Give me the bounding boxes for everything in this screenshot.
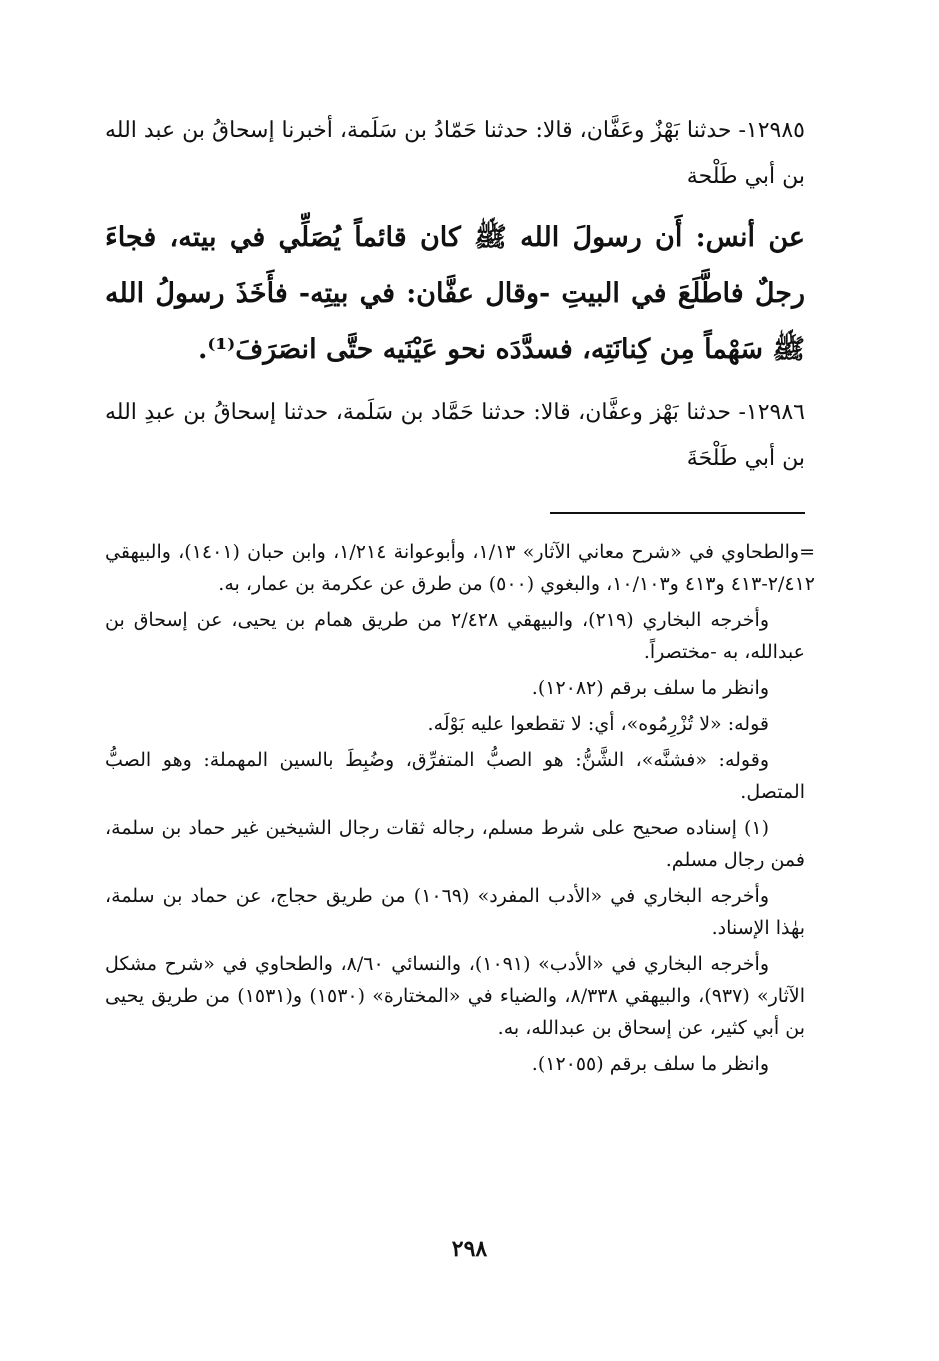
footnote-paragraph: قوله: «لا تُزْرِمُوه»، أي: لا تقطعوا عليه بَوْلَه. [427,713,769,735]
hadith-12985-isnad: ١٢٩٨٥- حدثنا بَهْزٌ وعَفَّان، قالا: حدثنا حَمّادُ بن سَلَمة، أخبرنا إسحاقُ بن عبد الله بن أبي طَلْحة [104,118,805,189]
footnote-continuation: =والطحاوي في «شرح معاني الآثار» ١/١٣، وأبوعوانة ١/٢١٤، وابن حبان (١٤٠١)، والبيهقي ٢/٤١٢-٤١٣ و٤١٣ و١٠/١٠٣، والبغوي (٥٠٠) من طرق عن عكرمة بن عمار، به. [105,541,815,595]
hadith-12985-matn: عن أنس: أَن رسولَ الله ﷺ كان قائماً يُصَلِّي في بيته، فجاءَ رجلٌ فاطَّلَعَ في البيتِ -وقال عفَّان: في بيتِه- فأَخَذَ رسولُ الله ﷺ سَهْماً مِن كِنانَتِه، فسدَّدَه نحو عَيْنَيه حتَّى انصَرَفَ⁽¹⁾. [105,222,805,365]
footnote-divider [550,512,805,514]
main-text [105,108,805,482]
footnote-paragraph: وانظر ما سلف برقم (١٢٠٥٥). [531,1053,769,1075]
hadith-12986-isnad: ١٢٩٨٦- حدثنا بَهْز وعفَّان، قالا: حدثنا حَمَّاد بن سَلَمة، حدثنا إسحاقُ بن عبدِ الله بن أبي طَلْحَةَ [105,400,805,471]
footnote-paragraph: وقوله: «فشنَّه»، الشَّنُّ: هو الصبُّ المتفرِّق، وضُبِطَ بالسين المهملة: وهو الصبُّ المتصل. [105,749,805,803]
footnote-paragraph: وأخرجه البخاري (٢١٩)، والبيهقي ٢/٤٢٨ من طريق همام بن يحيى، عن إسحاق بن عبدالله، به -مختصراً. [105,609,805,663]
footnote-paragraph: وأخرجه البخاري في «الأدب المفرد» (١٠٦٩) من طريق حجاج، عن حماد بن سلمة، بهٰذا الإسناد. [105,885,805,939]
footnote-1: (١) إسناده صحيح على شرط مسلم، رجاله ثقات رجال الشيخين غير حماد بن سلمة، فمن رجال مسلم. [105,817,805,871]
footnote-paragraph: وانظر ما سلف برقم (١٢٠٨٢). [531,677,769,699]
page-number: ٢٩٨ [451,1236,488,1262]
footnotes [105,536,815,1084]
footnote-paragraph: وأخرجه البخاري في «الأدب» (١٠٩١)، والنسائي ٨/٦٠، والطحاوي في «شرح مشكل الآثار» (٩٣٧)، والبيهقي ٨/٣٣٨، والضياء في «المختارة» (١٥٣٠) و(١٥٣١) من طريق يحيى بن أبي كثير، عن إسحاق بن عبدالله، به. [105,953,805,1039]
